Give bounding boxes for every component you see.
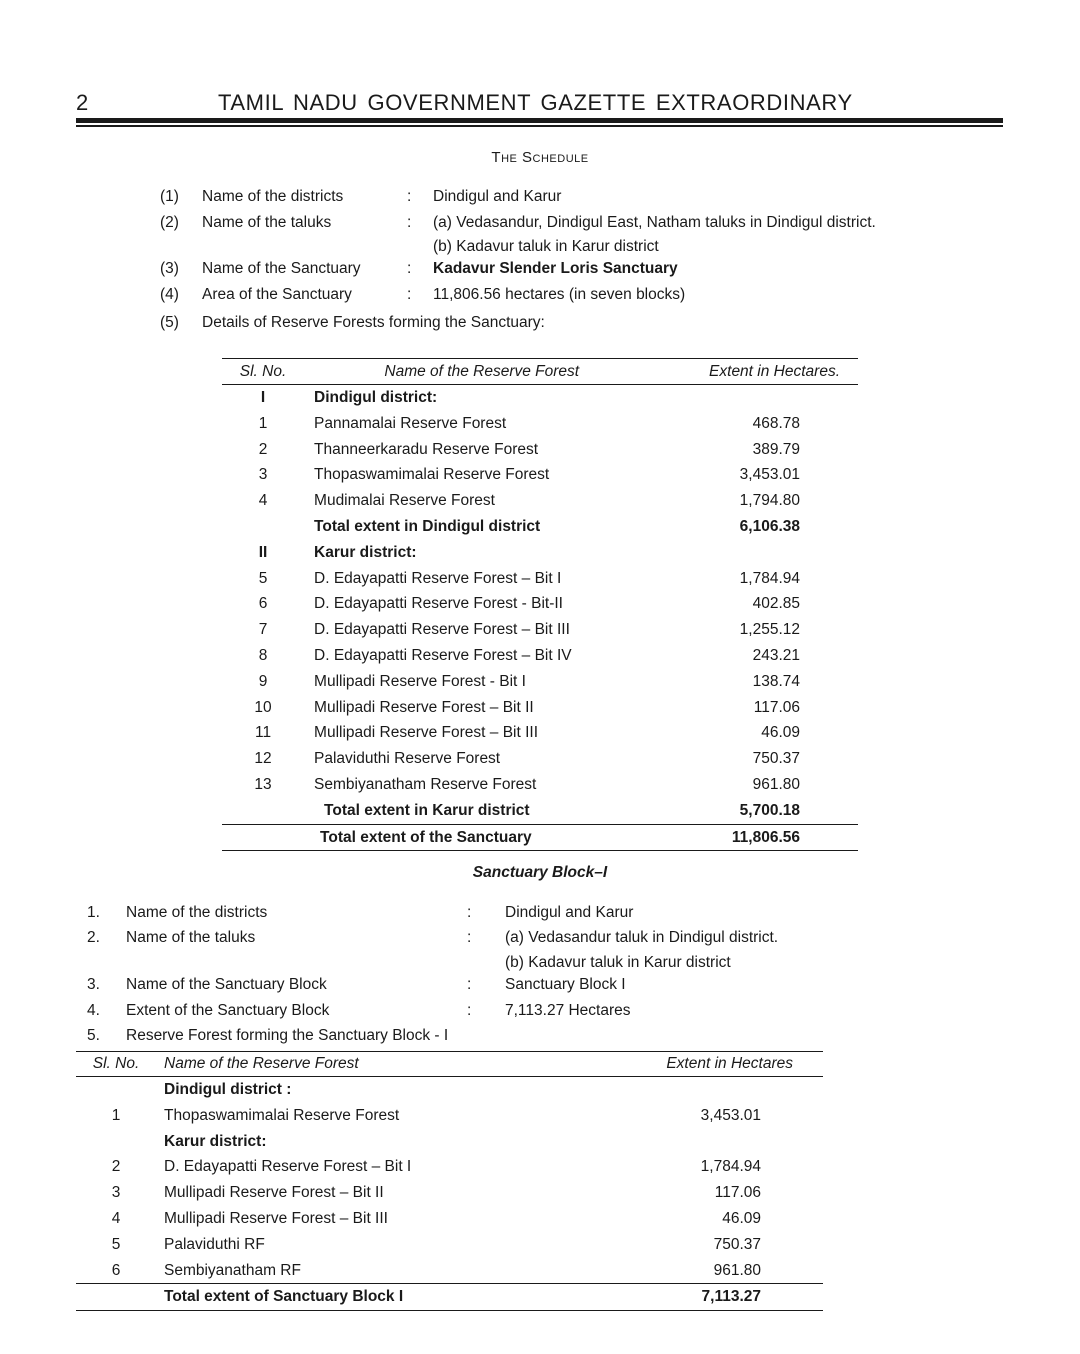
table-row — [222, 669, 858, 695]
block-item — [0, 1025, 1080, 1047]
schedule-item — [0, 284, 1080, 306]
cell-name: Thanneerkaradu Reserve Forest — [314, 440, 539, 458]
cell-extent: 3,453.01 — [700, 1106, 761, 1124]
cell-name: Palaviduthi Reserve Forest — [314, 750, 501, 768]
cell-extent: 750.37 — [752, 750, 800, 768]
cell-extent: 117.06 — [714, 1184, 761, 1202]
item-number: 2. — [87, 929, 100, 946]
cell-sl: 3 — [111, 1184, 121, 1202]
cell-extent — [604, 1129, 823, 1155]
cell-sl — [76, 1077, 156, 1103]
column-header-extent: Extent in Hectares. — [659, 359, 858, 385]
cell-name: Mullipadi Reserve Forest – Bit II — [164, 1184, 384, 1202]
schedule-item — [0, 258, 1080, 280]
item-value: Dindigul and Karur — [505, 904, 634, 921]
column-header-sl-no: Sl. No. — [76, 1052, 156, 1077]
district-heading-row — [76, 1129, 823, 1155]
cell-sl — [76, 1129, 156, 1155]
column-header-name: Name of the Reserve Forest — [156, 1052, 604, 1077]
item-colon: : — [407, 260, 412, 277]
item-colon: : — [467, 904, 472, 921]
item-number: (1) — [160, 188, 179, 205]
item-number: (5) — [160, 314, 179, 331]
cell-extent: 3,453.01 — [739, 466, 800, 484]
item-label: Name of the Sanctuary Block — [126, 976, 327, 993]
header-rule-thick — [76, 118, 1003, 123]
cell-name: Thopaswamimalai Reserve Forest — [164, 1106, 400, 1124]
cell-extent: 46.09 — [761, 724, 800, 742]
cell-extent: 6,106.38 — [739, 517, 800, 535]
cell-name: Pannamalai Reserve Forest — [314, 414, 507, 432]
item-number: 4. — [87, 1002, 100, 1019]
cell-name: Total extent in Dindigul district — [314, 517, 541, 535]
table-row — [76, 1180, 823, 1206]
cell-sl — [222, 824, 304, 851]
cell-sl: 5 — [258, 569, 268, 587]
cell-sl: 6 — [258, 595, 268, 613]
schedule-item-continuation — [0, 236, 1080, 258]
block-item-continuation — [0, 952, 1080, 974]
table-row — [222, 566, 858, 592]
item-label: Name of the districts — [126, 904, 268, 921]
cell-sl: 6 — [111, 1261, 121, 1279]
schedule-item — [0, 312, 1080, 334]
cell-extent: 117.06 — [753, 698, 800, 716]
item-number: (3) — [160, 260, 179, 277]
item-value: Sanctuary Block I — [505, 976, 626, 993]
cell-extent: 1,784.94 — [700, 1158, 761, 1176]
block-item — [0, 1000, 1080, 1022]
item-value: Dindigul and Karur — [433, 188, 562, 205]
cell-name: Mudimalai Reserve Forest — [314, 492, 495, 510]
table-row — [222, 695, 858, 721]
table-header-row — [222, 359, 858, 385]
block-reserve-forest-table — [76, 1051, 823, 1311]
cell-name: D. Edayapatti Reserve Forest - Bit-II — [314, 595, 563, 613]
cell-name: Mullipadi Reserve Forest – Bit III — [314, 724, 539, 742]
cell-name: Karur district: — [314, 543, 417, 561]
table-row — [76, 1103, 823, 1129]
cell-name: Sembiyanatham RF — [164, 1261, 301, 1279]
gazette-title: TAMIL NADU GOVERNMENT GAZETTE EXTRAORDINARY — [218, 90, 853, 115]
cell-name: Thopaswamimalai Reserve Forest — [314, 466, 550, 484]
schedule-item — [0, 186, 1080, 208]
cell-sl — [222, 798, 304, 824]
schedule-title: The Schedule — [491, 149, 589, 166]
district-heading-row — [222, 385, 858, 411]
cell-sl: 12 — [254, 750, 272, 768]
sanctuary-total-row — [222, 824, 858, 851]
cell-extent — [659, 385, 858, 411]
cell-sl: 11 — [254, 724, 272, 742]
cell-sl — [76, 1284, 156, 1311]
cell-extent: 1,784.94 — [739, 569, 800, 587]
block-title: Sanctuary Block–I — [472, 864, 608, 881]
cell-name: D. Edayapatti Reserve Forest – Bit IV — [314, 646, 572, 664]
column-header-extent: Extent in Hectares — [604, 1052, 823, 1077]
table-row — [222, 462, 858, 488]
cell-extent: 961.80 — [752, 775, 800, 793]
cell-sl: 8 — [258, 646, 268, 664]
cell-extent: 468.78 — [752, 414, 800, 432]
table-row — [222, 772, 858, 798]
reserve-forest-table — [222, 358, 858, 851]
header-rule-thin — [76, 125, 1003, 127]
item-colon: : — [467, 929, 472, 946]
table-row — [76, 1258, 823, 1284]
table-row — [76, 1206, 823, 1232]
table-row — [222, 591, 858, 617]
cell-name: Total extent of Sanctuary Block I — [156, 1284, 604, 1311]
table-row — [76, 1154, 823, 1180]
table-row — [222, 437, 858, 463]
cell-sl: I — [260, 389, 266, 406]
column-header-name: Name of the Reserve Forest — [304, 359, 659, 385]
district-total-row — [222, 514, 858, 540]
block-item — [0, 902, 1080, 924]
item-number: (4) — [160, 286, 179, 303]
cell-extent — [659, 540, 858, 566]
cell-name: Dindigul district : — [164, 1081, 292, 1098]
cell-sl: 3 — [258, 466, 268, 484]
schedule-item — [0, 212, 1080, 234]
item-label: Name of the districts — [202, 188, 344, 205]
item-number: 5. — [87, 1027, 100, 1044]
item-value-2: (b) Kadavur taluk in Karur district — [505, 954, 731, 971]
item-colon: : — [407, 286, 412, 303]
district-total-row — [222, 798, 858, 824]
table-row — [222, 746, 858, 772]
cell-sl: 9 — [258, 672, 268, 690]
table-row — [222, 720, 858, 746]
cell-name: Sembiyanatham Reserve Forest — [314, 775, 537, 793]
item-number: 1. — [87, 904, 100, 921]
cell-name: D. Edayapatti Reserve Forest – Bit III — [314, 621, 570, 639]
cell-extent: 7,113.27 — [604, 1284, 823, 1311]
table-header-row — [76, 1052, 823, 1077]
cell-extent: 402.85 — [752, 595, 800, 613]
item-colon: : — [467, 976, 472, 993]
cell-name: Mullipadi Reserve Forest - Bit I — [314, 672, 526, 690]
item-value: (a) Vedasandur taluk in Dindigul district. — [505, 929, 779, 946]
item-value: 11,806.56 hectares (in seven blocks) — [433, 286, 686, 303]
item-colon: : — [407, 188, 412, 205]
cell-sl: 10 — [254, 698, 272, 716]
cell-extent: 46.09 — [722, 1209, 761, 1227]
item-label: Name of the taluks — [126, 929, 256, 946]
district-heading-row — [76, 1077, 823, 1103]
table-row — [222, 411, 858, 437]
cell-sl: 1 — [111, 1106, 121, 1124]
cell-sl: 1 — [258, 414, 268, 432]
cell-name: Total extent of the Sanctuary — [304, 824, 659, 851]
cell-extent: 138.74 — [752, 672, 800, 690]
item-colon: : — [407, 214, 412, 231]
item-label: Reserve Forest forming the Sanctuary Block - I — [126, 1027, 449, 1044]
cell-extent: 750.37 — [713, 1235, 761, 1253]
table-row — [222, 643, 858, 669]
item-label: Details of Reserve Forests forming the Sanctuary: — [202, 314, 545, 331]
table-row — [222, 617, 858, 643]
block-item — [0, 974, 1080, 996]
cell-name: Karur district: — [164, 1132, 267, 1150]
cell-sl: 4 — [111, 1209, 121, 1227]
district-heading-row — [222, 540, 858, 566]
cell-name: Mullipadi Reserve Forest – Bit III — [164, 1209, 388, 1227]
cell-extent: 961.80 — [713, 1261, 761, 1279]
cell-sl: 5 — [111, 1235, 121, 1253]
table-row — [76, 1232, 823, 1258]
cell-sl: 2 — [258, 440, 268, 458]
cell-extent: 1,794.80 — [739, 492, 800, 510]
cell-sl — [222, 514, 304, 540]
item-label: Name of the Sanctuary — [202, 260, 361, 277]
cell-extent: 1,255.12 — [739, 621, 800, 639]
cell-name: D. Edayapatti Reserve Forest – Bit I — [164, 1158, 412, 1176]
item-number: 3. — [87, 976, 100, 993]
item-value: 7,113.27 Hectares — [505, 1002, 631, 1019]
item-label: Area of the Sanctuary — [202, 286, 352, 303]
cell-extent: 243.21 — [752, 646, 800, 664]
block-total-row — [76, 1284, 823, 1311]
cell-sl: 2 — [111, 1158, 121, 1176]
cell-name: Total extent in Karur district — [324, 801, 530, 819]
cell-extent: 389.79 — [752, 440, 800, 458]
cell-name: D. Edayapatti Reserve Forest – Bit I — [314, 569, 562, 587]
item-value: (a) Vedasandur, Dindigul East, Natham taluks in Dindigul district. — [433, 214, 876, 231]
sanctuary-name: Kadavur Slender Loris Sanctuary — [433, 260, 678, 277]
table-row — [222, 488, 858, 514]
item-label: Name of the taluks — [202, 214, 332, 231]
cell-extent: 5,700.18 — [739, 801, 800, 819]
item-label: Extent of the Sanctuary Block — [126, 1002, 330, 1019]
cell-sl: II — [258, 543, 268, 561]
item-colon: : — [467, 1002, 472, 1019]
block-item — [0, 927, 1080, 949]
cell-name: Dindigul district: — [314, 389, 438, 406]
page-number: 2 — [76, 90, 89, 115]
cell-sl: 13 — [254, 775, 272, 793]
item-value-2: (b) Kadavur taluk in Karur district — [433, 238, 659, 255]
cell-extent — [604, 1077, 823, 1103]
cell-name: Mullipadi Reserve Forest – Bit II — [314, 698, 534, 716]
cell-sl: 7 — [258, 621, 268, 639]
item-number: (2) — [160, 214, 179, 231]
cell-sl: 4 — [258, 492, 268, 510]
cell-extent: 11,806.56 — [659, 824, 858, 851]
column-header-sl-no: Sl. No. — [222, 359, 304, 385]
cell-name: Palaviduthi RF — [164, 1235, 265, 1253]
